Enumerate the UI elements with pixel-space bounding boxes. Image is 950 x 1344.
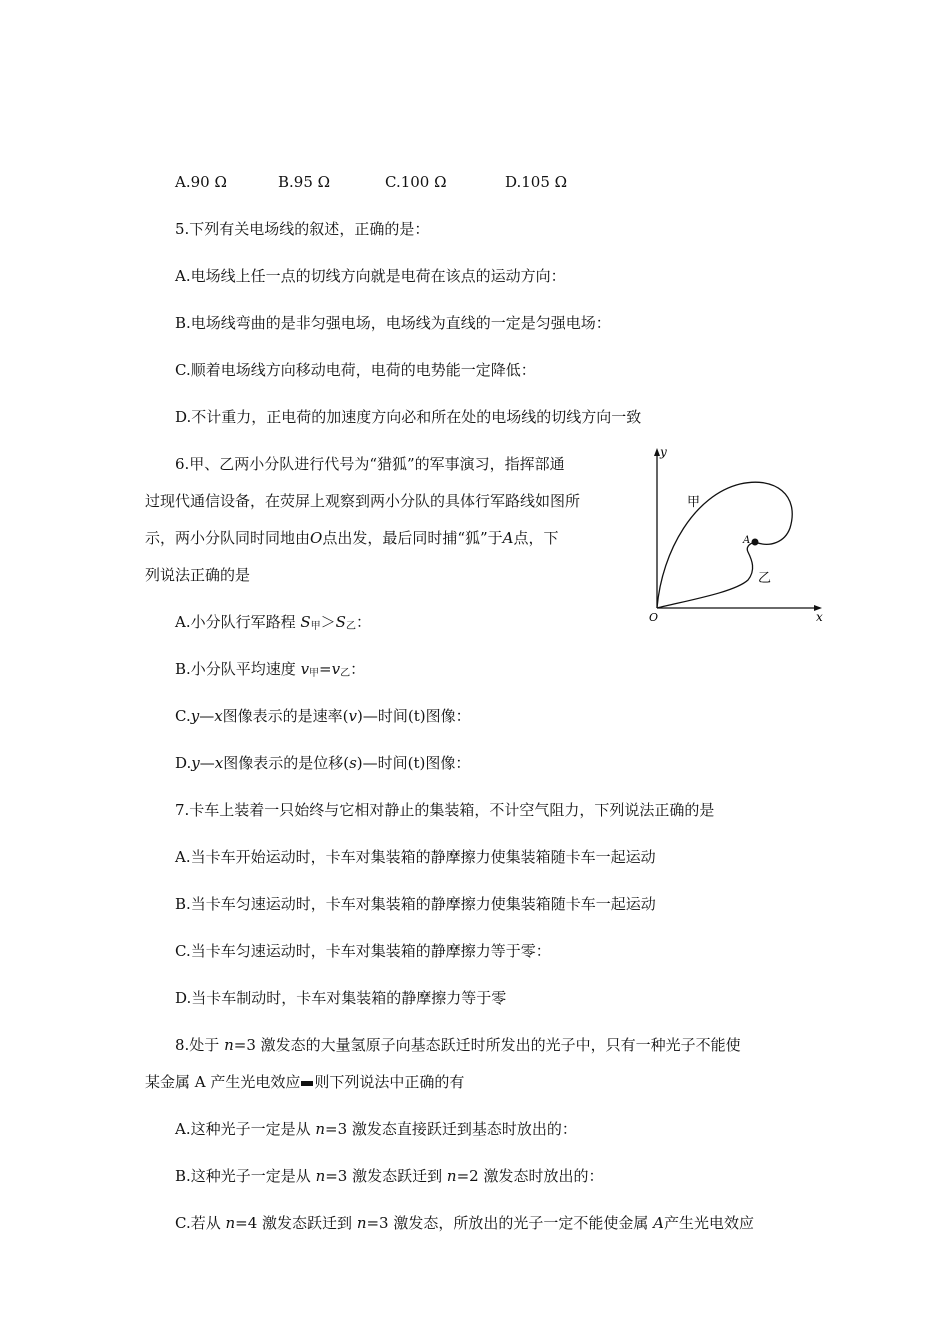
path-jia — [657, 482, 792, 608]
q6-stem-line-3: 示，两小分队同时同地由O点出发，最后同时捕“狐”于A点，下 — [145, 529, 559, 547]
q7-option-c: C.当卡车匀速运动时，卡车对集装箱的静摩擦力等于零： — [175, 942, 551, 960]
x-axis-label: x — [816, 610, 823, 624]
point-a-label: A — [743, 535, 751, 546]
q6-option-c: C.y—x图像表示的是速率(v)—时间(t)图像： — [175, 707, 471, 725]
q7-option-b: B.当卡车匀速运动时，卡车对集装箱的静摩擦力使集装箱随卡车一起运动 — [175, 895, 656, 913]
q5-option-c: C.顺着电场线方向移动电荷，电荷的电势能一定降低： — [175, 361, 536, 379]
origin-label: O — [649, 611, 659, 624]
march-route-figure — [640, 440, 830, 630]
ink-mark — [301, 1081, 313, 1086]
q5-option-d: D.不计重力，正电荷的加速度方向必和所在处的电场线的切线方向一致 — [175, 408, 642, 426]
q6-stem-line-4: 列说法正确的是 — [145, 566, 251, 584]
q5-option-b: B.电场线弯曲的是非匀强电场，电场线为直线的一定是匀强电场： — [175, 314, 611, 332]
q4-option-b: B.95 Ω — [278, 173, 331, 191]
q6-stem-line-2: 过现代通信设备，在荧屏上观察到两小分队的具体行军路线如图所 — [145, 492, 581, 510]
q8-stem-line-2: 某金属 A 产生光电效应 则下列说法中正确的有 — [145, 1073, 465, 1091]
y-axis-label: y — [660, 445, 667, 459]
q6-option-d: D.y—x图像表示的是位移(s)—时间(t)图像： — [175, 754, 471, 772]
q8-option-a: A.这种光子一定是从 n=3 激发态直接跃迁到基态时放出的： — [175, 1120, 577, 1138]
q7-option-a: A.当卡车开始运动时，卡车对集装箱的静摩擦力使集装箱随卡车一起运动 — [175, 848, 656, 866]
q4-option-a: A.90 Ω — [175, 173, 227, 191]
q6-option-a: A.小分队行军路程 $S_甲>S_乙$： — [175, 613, 371, 632]
q8-stem-line-1: 8.处于 n=3 激发态的大量氢原子向基态跃迁时所发出的光子中，只有一种光子不能使 — [175, 1036, 741, 1054]
point-a-dot — [752, 539, 759, 546]
label-yi: 乙 — [758, 571, 772, 586]
label-jia: 甲 — [687, 495, 701, 510]
q6-stem-line-1: 6.甲、乙两小分队进行代号为“猎狐”的军事演习，指挥部通 — [175, 455, 565, 473]
q6-option-b: B.小分队平均速度 $v_甲=v_乙$： — [175, 660, 366, 679]
q7-option-d: D.当卡车制动时，卡车对集装箱的静摩擦力等于零 — [175, 989, 507, 1007]
q8-option-c: C.若从 n=4 激发态跃迁到 n=3 激发态，所放出的光子一定不能使金属 A产生光电效应 — [175, 1214, 754, 1232]
q4-option-d: D.105 Ω — [505, 173, 568, 191]
q5-stem: 5.下列有关电场线的叙述，正确的是： — [175, 220, 430, 238]
q8-option-b: B.这种光子一定是从 n=3 激发态跃迁到 n=2 激发态时放出的： — [175, 1167, 604, 1185]
q4-option-c: C.100 Ω — [385, 173, 447, 191]
q7-stem: 7.卡车上装着一只始终与它相对静止的集装箱，不计空气阻力，下列说法正确的是 — [175, 801, 715, 819]
q5-option-a: A.电场线上任一点的切线方向就是电荷在该点的运动方向： — [175, 267, 566, 285]
path-yi — [657, 542, 755, 608]
